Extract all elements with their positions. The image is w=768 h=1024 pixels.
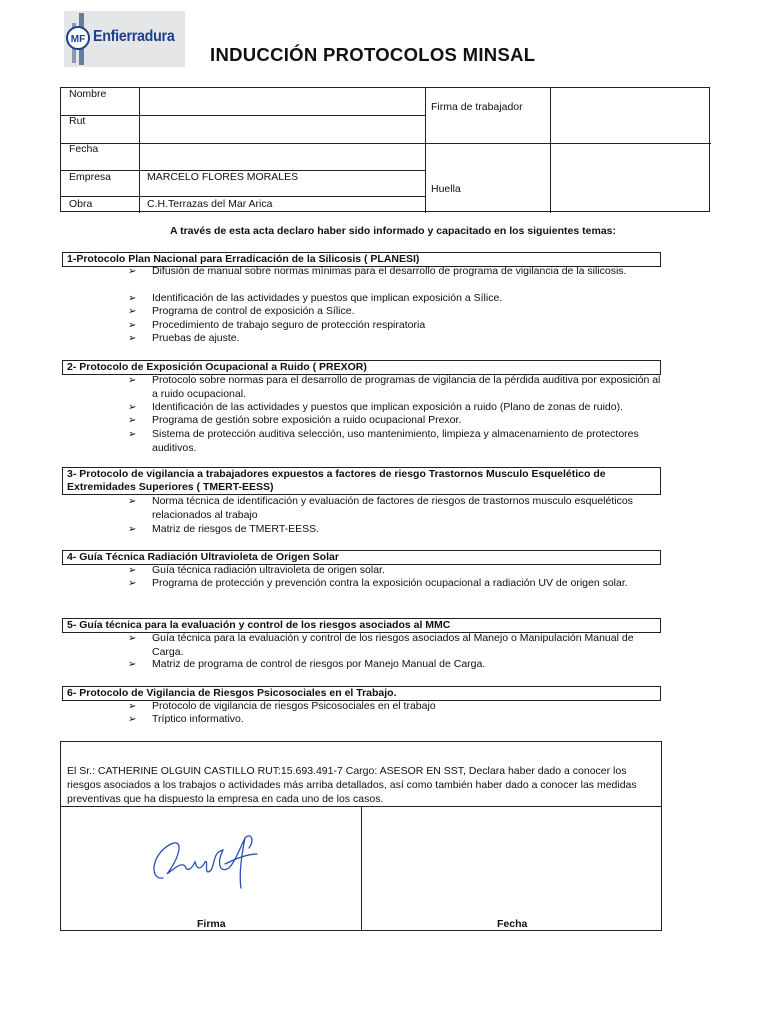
nombre-label: Nombre xyxy=(69,88,107,100)
page-title: INDUCCIÓN PROTOCOLOS MINSAL xyxy=(210,44,536,65)
section-6-item-2: ➢ Tríptico informativo. xyxy=(128,713,244,725)
fecha-label: Fecha xyxy=(69,143,99,155)
section-1-item-4: ➢ Procedimiento de trabajo seguro de protección respiratoria xyxy=(128,319,426,331)
section-1-title: 1-Protocolo Plan Nacional para Erradicación de la Silicosis ( PLANESI) xyxy=(62,252,661,267)
section-1-item-5: ➢ Pruebas de ajuste. xyxy=(128,332,240,344)
empresa-field: MARCELO FLORES MORALES xyxy=(147,171,299,183)
section-3-item-2: ➢ Matriz de riesgos de TMERT-EESS. xyxy=(128,523,320,535)
arrow-bullet-icon: ➢ xyxy=(128,402,137,413)
section-5-item-1: ➢ Guía técnica para la evaluación y control de los riesgos asociados al Manejo o Manipulación Manual de Carga. xyxy=(128,632,634,658)
section-4-item-1: ➢ Guía técnica radiación ultravioleta de origen solar. xyxy=(128,564,385,576)
arrow-bullet-icon: ➢ xyxy=(128,306,137,317)
declaration-text: El Sr.: CATHERINE OLGUIN CASTILLO RUT:15.693.491-7 Cargo: ASESOR EN SST, Declara haber dado a conocer los riesgos asociados a los trabajos o actividades más arriba detallados, así como también haber dado a conocer las medidas preventivas que ha dispuesto la empresa en cada uno de los casos. xyxy=(67,765,637,805)
firma-label: Firma xyxy=(197,918,226,930)
section-2-item-4: ➢ Sistema de protección auditiva selección, uso mantenimiento, limpieza y almacenamiento de protectores auditivos. xyxy=(128,428,639,454)
section-3-item-1: ➢ Norma técnica de identificación y evaluación de factores de riesgos de trastornos musculo esqueléticos relacionados al trabajo xyxy=(128,495,633,521)
section-4-title: 4- Guía Técnica Radiación Ultravioleta de Origen Solar xyxy=(62,550,661,565)
arrow-bullet-icon: ➢ xyxy=(128,524,137,535)
section-3-title: 3- Protocolo de vigilancia a trabajadores expuestos a factores de riesgo Trastornos Musculo Esquelético de Extremidades Superiores ( TMERT-EESS) xyxy=(62,467,661,495)
declaration-box xyxy=(60,741,662,931)
logo-mark-text: MF xyxy=(70,34,86,45)
arrow-bullet-icon: ➢ xyxy=(128,701,137,712)
arrow-bullet-icon: ➢ xyxy=(128,633,137,644)
arrow-bullet-icon: ➢ xyxy=(128,293,137,304)
arrow-bullet-icon: ➢ xyxy=(128,320,137,331)
logo-text: Enfierradura xyxy=(93,28,175,45)
empresa-label: Empresa xyxy=(69,171,112,183)
section-2-item-3: ➢ Programa de gestión sobre exposición a ruido ocupacional Prexor. xyxy=(128,414,462,426)
company-logo xyxy=(64,11,185,67)
section-2-title: 2- Protocolo de Exposición Ocupacional a Ruido ( PREXOR) xyxy=(62,360,661,375)
huella-label: Huella xyxy=(431,183,461,195)
section-1-item-2: ➢ Identificación de las actividades y puestos que implican exposición a Sílice. xyxy=(128,292,503,304)
firma-trabajador-field[interactable] xyxy=(551,88,710,143)
arrow-bullet-icon: ➢ xyxy=(128,333,137,344)
arrow-bullet-icon: ➢ xyxy=(128,415,137,426)
obra-label: Obra xyxy=(69,198,93,210)
firma-trabajador-label: Firma de trabajador xyxy=(431,101,523,113)
fecha-signature-label: Fecha xyxy=(497,918,528,930)
section-5-title: 5- Guía técnica para la evaluación y control de los riesgos asociados al MMC xyxy=(62,618,661,633)
arrow-bullet-icon: ➢ xyxy=(128,375,137,386)
section-5-item-2: ➢ Matriz de programa de control de riesgos por Manejo Manual de Carga. xyxy=(128,658,486,670)
arrow-bullet-icon: ➢ xyxy=(128,714,137,725)
obra-field: C.H.Terrazas del Mar Arica xyxy=(147,198,273,210)
section-6-title: 6- Protocolo de Vigilancia de Riesgos Psicosociales en el Trabajo. xyxy=(62,686,661,701)
arrow-bullet-icon: ➢ xyxy=(128,659,137,670)
worker-info-table xyxy=(60,87,710,212)
huella-field[interactable] xyxy=(551,144,710,212)
section-2-item-2: ➢ Identificación de las actividades y puestos que implican exposición a ruido (Plano de zonas de ruido). xyxy=(128,401,624,413)
arrow-bullet-icon: ➢ xyxy=(128,578,137,589)
rut-label: Rut xyxy=(69,115,86,127)
section-4-item-2: ➢ Programa de protección y prevención contra la exposición ocupacional a radiación UV de origen solar. xyxy=(128,577,628,589)
section-2-item-1: ➢ Protocolo sobre normas para el desarrollo de programas de vigilancia de la pérdida auditiva por exposición al a ruido ocupacional. xyxy=(128,374,661,400)
section-6-item-1: ➢ Protocolo de vigilancia de riesgos Psicosociales en el trabajo xyxy=(128,700,436,712)
fecha-signature-field[interactable] xyxy=(362,807,661,915)
arrow-bullet-icon: ➢ xyxy=(128,429,137,440)
arrow-bullet-icon: ➢ xyxy=(128,266,137,277)
intro-statement: A través de esta acta declaro haber sido informado y capacitado en los siguientes temas: xyxy=(169,225,616,237)
section-1-item-3: ➢ Programa de control de exposición a Sílice. xyxy=(128,305,355,317)
arrow-bullet-icon: ➢ xyxy=(128,496,137,507)
section-1-item-1: ➢ Difusión de manual sobre normas mínimas para el desarrollo de programa de vigilancia de la silicosis. xyxy=(128,265,627,277)
arrow-bullet-icon: ➢ xyxy=(128,565,137,576)
signature-image xyxy=(145,818,275,900)
